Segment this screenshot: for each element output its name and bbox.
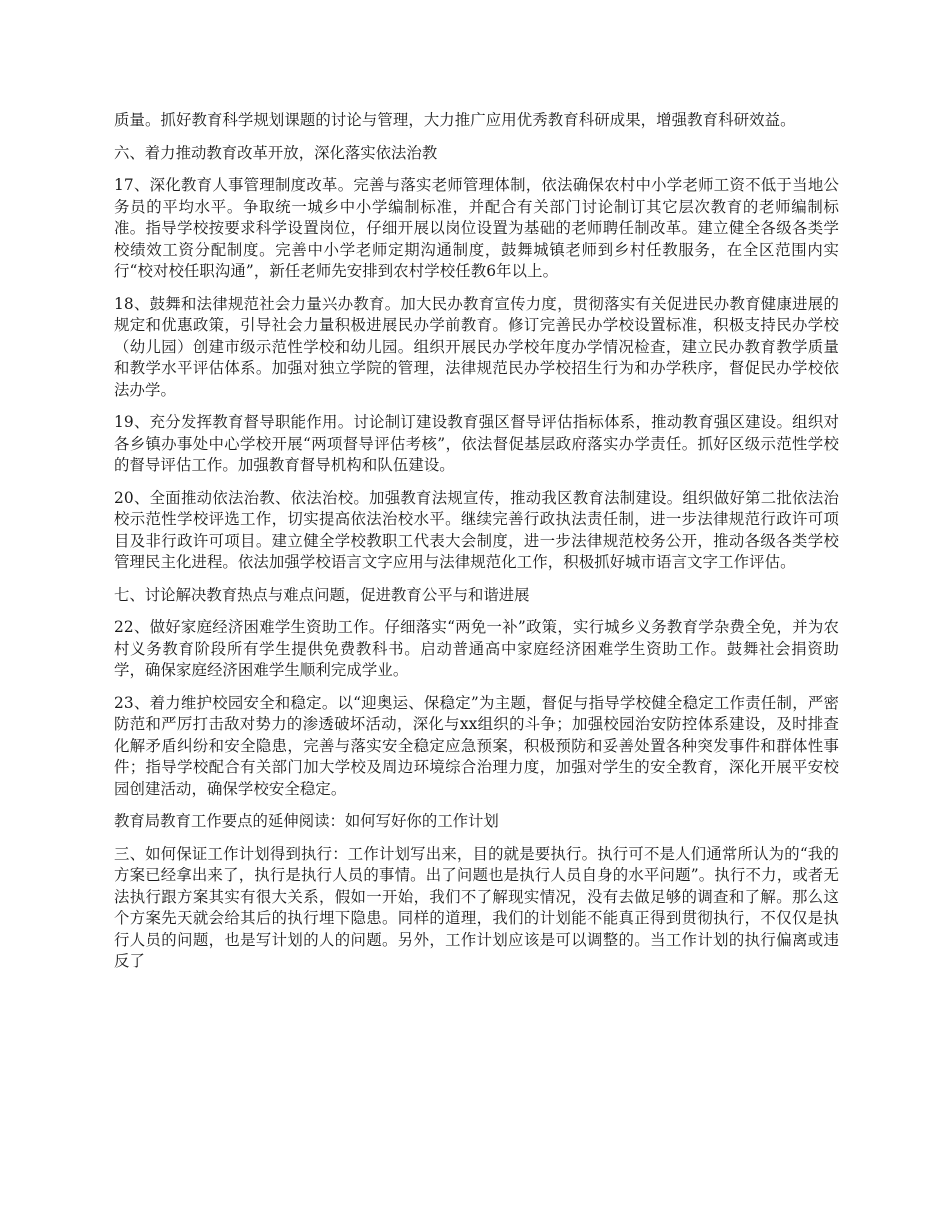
paragraph-item-23: 23、着力维护校园安全和稳定。以“迎奥运、保稳定”为主题，督促与指导学校健全稳定工作责任制，严密防范和严厉打击敌对势力的渗透破坏活动，深化与xx组织的斗争；加强校园治安防控体系建设，及时排查化解矛盾纠纷和安全隐患，完善与落实安全稳定应急预案，积极预防和妥善处置各种突发事件和群体性事件；指导学校配合有关部门加大学校及周边环境综合治理力度，加强对学生的安全教育，深化开展平安校园创建活动，确保学校安全稳定。 [114,693,839,798]
paragraph-item-19: 19、充分发挥教育督导职能作用。讨论制订建设教育强区督导评估指标体系，推动教育强区建设。组织对各乡镇办事处中心学校开展“两项督导评估考核”，依法督促基层政府落实办学责任。抓好区级示范性学校的督导评估工作。加强教育督导机构和队伍建设。 [114,413,839,474]
paragraph-item-22: 22、做好家庭经济困难学生资助工作。仔细落实“两免一补”政策，实行城乡义务教育学杂费全免，并为农村义务教育阶段所有学生提供免费教科书。启动普通高中家庭经济困难学生资助工作。鼓舞社会捐资助学，确保家庭经济困难学生顺利完成学业。 [114,618,839,679]
paragraph-work-plan-execution: 三、如何保证工作计划得到执行：工作计划写出来，目的就是要执行。执行可不是人们通常所认为的“我的方案已经拿出来了，执行是执行人员的事情。出了问题也是执行人员自身的水平问题”。执行不力，或者无法执行跟方案其实有很大关系，假如一开始，我们不了解现实情况，没有去做足够的调查和了解。那么这个方案先天就会给其后的执行埋下隐患。同样的道理，我们的计划能不能真正得到贯彻执行，不仅仅是执行人员的问题，也是写计划的人的问题。另外，工作计划应该是可以调整的。当工作计划的执行偏离或违反了 [114,844,839,970]
paragraph-item-20: 20、全面推动依法治教、依法治校。加强教育法规宣传，推动我区教育法制建设。组织做好第二批依法治校示范性学校评选工作，切实提高依法治校水平。继续完善行政执法责任制，进一步法律规范行政许可项目及非行政许可项目。建立健全学校教职工代表大会制度，进一步法律规范校务公开，推动各级各类学校管理民主化进程。依法加强学校语言文字应用与法律规范化工作，积极抓好城市语言文字工作评估。 [114,488,839,571]
extended-reading-heading: 教育局教育工作要点的延伸阅读：如何写好你的工作计划 [114,812,499,830]
section-heading-seven: 七、讨论解决教育热点与难点问题，促进教育公平与和谐进展 [114,585,530,604]
section-heading-six: 六、着力推动教育改革开放，深化落实依法治教 [114,143,438,162]
paragraph-item-18: 18、鼓舞和法律规范社会力量兴办教育。加大民办教育宣传力度，贯彻落实有关促进民办教育健康进展的规定和优惠政策，引导社会力量积极进展民办学前教育。修订完善民办学校设置标准，积极支持民办学校（幼儿园）创建市级示范性学校和幼儿园。组织开展民办学校年度办学情况检查，建立民办教育教学质量和教学水平评估体系。加强对独立学院的管理，法律规范民办学校招生行为和办学秩序，督促民办学校依法办学。 [114,294,839,399]
paragraph-item-17: 17、深化教育人事管理制度改革。完善与落实老师管理体制，依法确保农村中小学老师工资不低于当地公务员的平均水平。争取统一城乡中小学编制标准，并配合有关部门讨论制订其它层次教育的老师编制标准。指导学校按要求科学设置岗位，仔细开展以岗位设置为基础的老师聘任制改革。建立健全各级各类学校绩效工资分配制度。完善中小学老师定期沟通制度，鼓舞城镇老师到乡村任教服务，在全区范围内实行“校对校任职沟通”，新任老师先安排到农村学校任教6年以上。 [114,176,839,280]
paragraph-research-quality: 质量。抓好教育科学规划课题的讨论与管理，大力推广应用优秀教育科研成果，增强教育科研效益。 [114,111,796,129]
document-body [114,110,839,984]
